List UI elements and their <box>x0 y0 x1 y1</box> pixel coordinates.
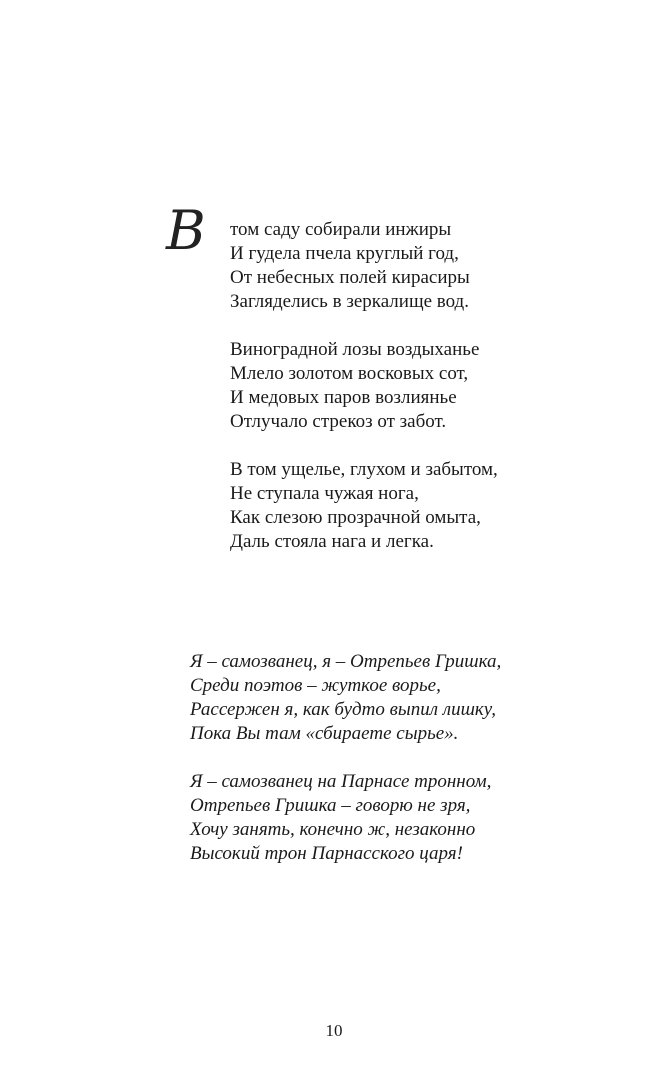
poem-line: Виноградной лозы воздыханье <box>230 339 480 360</box>
poem-line: Как слезою прозрачной омыта, <box>230 507 481 528</box>
poem-line: Среди поэтов – жуткое ворье, <box>190 675 441 696</box>
poem-upright <box>166 199 498 554</box>
stanza-2 <box>230 338 498 434</box>
page-number: 10 <box>325 1021 343 1040</box>
poem-line: Загляделись в зеркалище вод. <box>230 291 469 312</box>
poem-line: Рассержен я, как будто выпил лишку, <box>190 699 497 720</box>
poem-line: В том ущелье, глухом и забытом, <box>230 459 498 480</box>
poem-line: Отлучало стрекоз от забот. <box>230 411 447 432</box>
stanza-1 <box>190 650 501 746</box>
poem-line-text: том саду собирали инжиры <box>230 219 452 240</box>
poem-line: Не ступала чужая нога, <box>230 483 419 504</box>
drop-cap: В <box>166 199 206 262</box>
poem-line: Даль стояла нага и легка. <box>230 531 434 552</box>
poem-line: И гудела пчела круглый год, <box>230 243 459 264</box>
poem-line: Отрепьев Гришка – говорю не зря, <box>190 795 471 816</box>
poem-line: Пока Вы там «сбираете сырье». <box>190 723 459 744</box>
stanza-3 <box>230 458 498 554</box>
stanza-1 <box>166 199 498 314</box>
poem-line: Я – самозванец, я – Отрепьев Гришка, <box>190 651 502 672</box>
poem-line: Высокий трон Парнасского царя! <box>190 843 463 864</box>
poem-line: И медовых паров возлиянье <box>230 387 457 408</box>
poem-line: Млело золотом восковых сот, <box>230 363 469 384</box>
poem-line: От небесных полей кирасиры <box>230 267 470 288</box>
poem-line: Я – самозванец на Парнасе тронном, <box>190 771 492 792</box>
poem-line: Хочу занять, конечно ж, незаконно <box>190 819 476 840</box>
stanza-2 <box>190 770 501 866</box>
poem-italic <box>190 650 501 866</box>
